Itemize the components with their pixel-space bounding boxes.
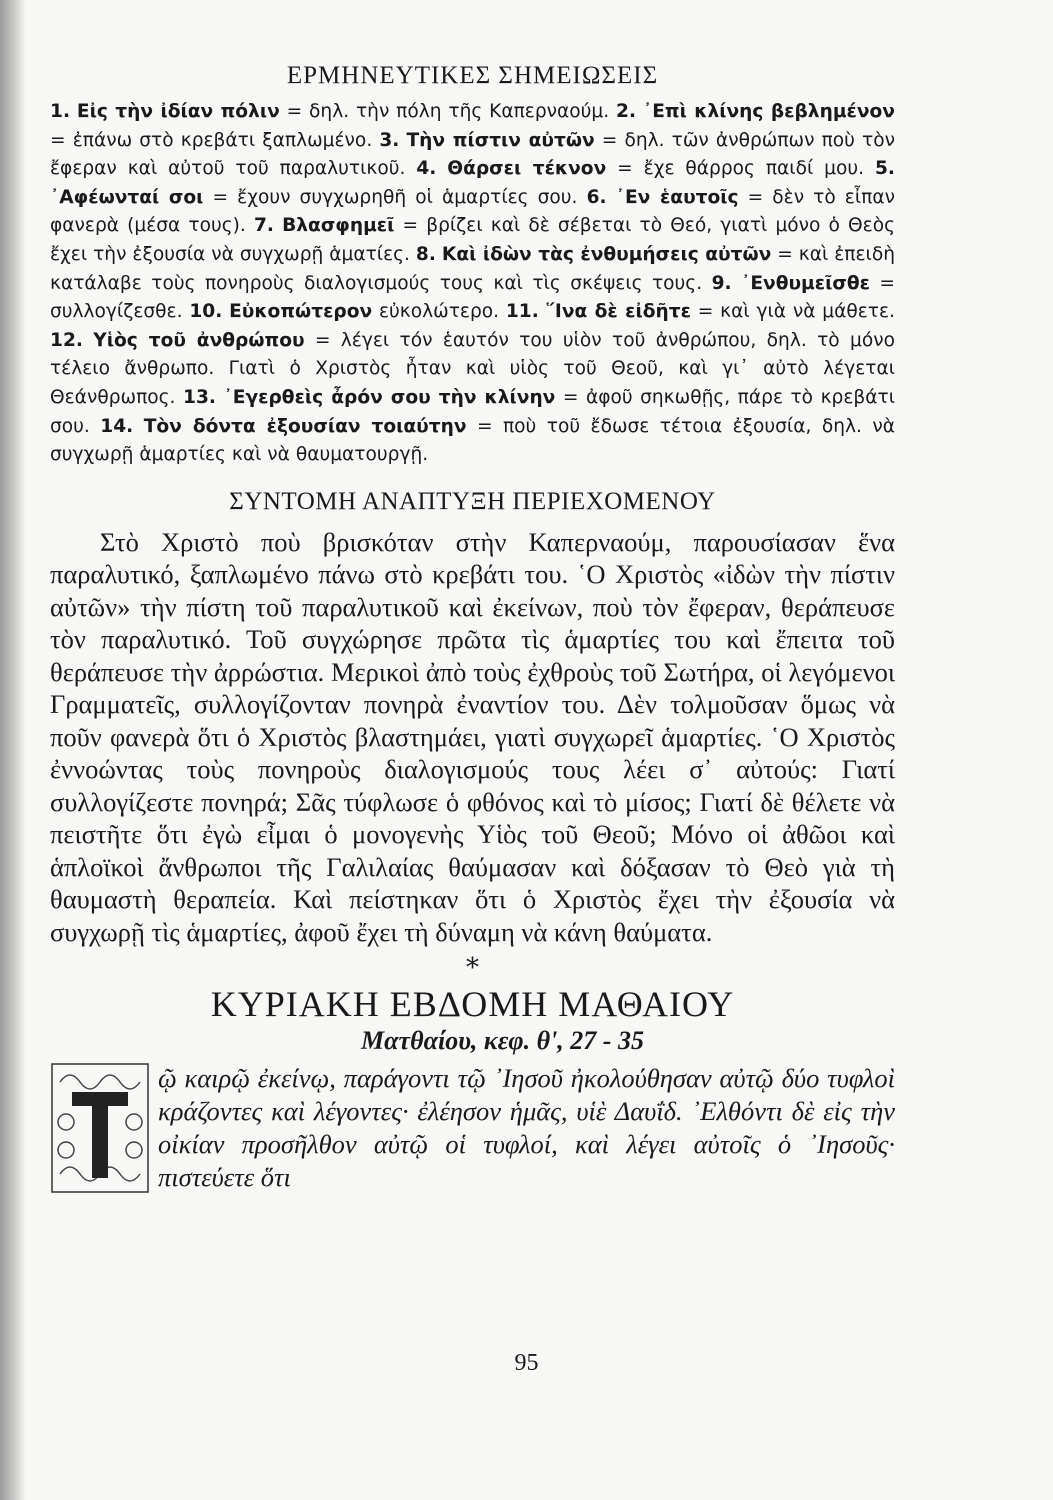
note-10: 10. Εὐκοπώτερον εὐκολώτερο. bbox=[189, 301, 500, 323]
note-term: ᾿Αφέωνταί σοι bbox=[50, 186, 204, 208]
note-3: 3. Τὴν πίστιν αὐτῶν = δηλ. τῶν ἀνθρώπων ποὺ τὸν ἔφεραν καὶ αὐτοῦ τοῦ παραλυτικοῦ. bbox=[50, 129, 895, 180]
note-13: 13. ᾿Εγερθεὶς ἆρόν σου τὴν κλίνην = ἀφοῦ σηκωθῇς, πάρε τὸ κρεβάτι σου. bbox=[50, 386, 895, 437]
page-content bbox=[50, 62, 895, 1202]
sunday-title: ΚΥΡΙΑΚΗ ΕΒΔΟΜΗ ΜΑΘΑΙΟΥ bbox=[210, 984, 735, 1025]
note-term: Τὴν πίστιν αὐτῶν bbox=[406, 129, 595, 151]
page-number: 95 bbox=[514, 1350, 539, 1376]
note-term: Τὸν δόντα ἐξουσίαν τοιαύτην bbox=[143, 415, 467, 437]
note-2: 2. ᾿Επὶ κλίνης βεβλημένον = ἐπάνω στὸ κρεβάτι ξαπλωμένο. bbox=[50, 101, 895, 151]
notes-paragraph bbox=[50, 98, 895, 470]
note-11: 11. ῞Ινα δὲ εἰδῆτε = καὶ γιὰ νὰ μάθετε. bbox=[505, 301, 895, 323]
note-term: Εὐκοπώτερον bbox=[229, 301, 373, 323]
note-term: ᾿Εγερθεὶς ἆρόν σου τὴν κλίνην bbox=[223, 386, 556, 408]
page-edge-shadow bbox=[0, 0, 26, 1500]
gospel-reference: Ματθαίου, κεφ. θ', 27 - 35 bbox=[361, 1026, 644, 1056]
note-9: 9. ᾿Ενθυμεῖσθε = συλλογίζεσθε. bbox=[50, 272, 895, 323]
note-8: 8. Καὶ ἰδὼν τὰς ἐνθυμήσεις αὐτῶν = καὶ ἐπειδὴ κατάλαβε τοὺς πονηροὺς διαλογισμούς τους καὶ τὶς σκέψεις τους. bbox=[50, 243, 896, 294]
note-term: Εἰς τὴν ἰδίαν πόλιν bbox=[76, 101, 280, 122]
gospel-block bbox=[50, 1062, 895, 1202]
note-7: 7. Βλασφημεῖ = βρίζει καὶ δὲ σέβεται τὸ Θεό, γιατὶ μόνο ὁ Θεὸς ἔχει τὴν ἐξουσία νὰ συγχωρῇ ἁματίες. bbox=[50, 215, 896, 265]
note-1: 1. Εἰς τὴν ἰδίαν πόλιν = δηλ. τὴν πόλη τῆς Καπερναούμ. bbox=[50, 101, 610, 122]
notes-title: ΕΡΜΗΝΕΥΤΙΚΕΣ ΣΗΜΕΙΩΣΕΙΣ bbox=[286, 62, 659, 89]
note-term: Βλασφημεῖ bbox=[282, 215, 395, 237]
note-term: ᾿Ενθυμεῖσθε bbox=[741, 272, 870, 294]
summary-title: ΣΥΝΤΟΜΗ ΑΝΑΠΤΥΞΗ ΠΕΡΙΕΧΟΜΕΝΟΥ bbox=[229, 487, 716, 515]
note-term: Καὶ ἰδὼν τὰς ἐνθυμήσεις αὐτῶν bbox=[441, 243, 772, 265]
dropcap-letter: T bbox=[100, 1190, 101, 1192]
ornamental-dropcap-icon bbox=[50, 1062, 150, 1194]
note-term: ᾿Εν ἑαυτοῖς bbox=[615, 186, 739, 208]
summary-paragraph: Στὸ Χριστὸ ποὺ βρισκόταν στὴν Καπερναούμ, παρουσίασαν ἕνα παραλυτικό, ξαπλωμένο πάνω στὸ κρεβάτι του. ῾Ο Χριστὸς «ἰδὼν τὴν πίστιν αὐτῶν» τὴν πίστη τοῦ παραλυτικοῦ καὶ ἐκείνων, ποὺ τὸν ἔφεραν, θεράπευσε τὸν παραλυτικό. Τοῦ συγχώρησε πρῶτα τὶς ἁμαρτίες του καὶ ἔπειτα τοῦ θεράπευσε τὴν ἀρρώστια. Μερικοὶ ἀπὸ τοὺς ἐχθροὺς τοῦ Σωτήρα, οἱ λεγόμενοι Γραμματεῖς, συλλογίζονταν πονηρὰ ἐναντίον του. Δὲν τολμοῦσαν ὅμως νὰ ποῦν φανερὰ ὅτι ὁ Χριστὸς βλαστημάει, γιατὶ συγχωρεῖ ἁμαρτίες. ῾Ο Χριστὸς ἐννοώντας τοὺς πονηροὺς διαλογισμούς τους λέει σ᾿ αὐτούς: Γιατί συλλογίζεστε πονηρά; Σᾶς τύφλωσε ὁ φθόνος καὶ τὸ μίσος; Γιατί δὲ θέλετε νὰ πειστῆτε ὅτι ἐγὼ εἶμαι ὁ μονογενὴς Υἱὸς τοῦ Θεοῦ; Μόνο οἱ ἀθῶοι καὶ ἁπλοϊκοὶ ἄνθρωποι τῆς Γαλιλαίας θαύμασαν καὶ δόξασαν τὸ Θεὸ γιὰ τὴ θαυμαστὴ θεραπεία. Καὶ πείστηκαν ὅτι ὁ Χριστὸς ἔχει τὴν ἐξουσία νὰ συγχωρῇ τὶς ἁμαρτίες, ἀφοῦ ἔχει τὴ δύναμη νὰ κάνη θαύματα. bbox=[50, 526, 895, 947]
note-6: 6. ᾿Εν ἑαυτοῖς = δὲν τὸ εἶπαν φανερὰ (μέσα τους). bbox=[50, 186, 895, 237]
note-term: ῞Ινα δὲ εἰδῆτε bbox=[545, 301, 691, 323]
note-4: 4. Θάρσει τέκνον = ἔχε θάρρος παιδί μου. bbox=[416, 158, 865, 180]
note-5: 5. ᾿Αφέωνταί σοι = ἔχουν συγχωρηθῆ οἱ ἁμαρτίες σου. bbox=[50, 158, 895, 208]
asterisk-separator: * bbox=[466, 953, 479, 984]
note-term: Θάρσει τέκνον bbox=[447, 158, 607, 180]
note-12: 12. Υἱὸς τοῦ ἀνθρώπου = λέγει τόν ἑαυτόν του υἱὸν τοῦ ἀνθρώπου, δηλ. τὸ μόνο τέλειο ἄνθρωπο. Γιατὶ ὁ Χριστὸς ἦταν καὶ υἱὸς τοῦ Θεοῦ, καὶ γι᾿ αὐτὸ λέγεται Θεάνθρωπος. bbox=[50, 329, 895, 408]
note-term: ᾿Επὶ κλίνης βεβλημένον bbox=[642, 101, 895, 122]
gospel-text: ῷ καιρῷ ἐκείνῳ, παράγοντι τῷ ᾿Ιησοῦ ἠκολούθησαν αὐτῷ δύο τυφλοὶ κράζοντες καὶ λέγοντες· ἐλέησον ἡμᾶς, υἱὲ Δαυΐδ. ᾿Ελθόντι δὲ εἰς τὴν οἰκίαν προσῆλθον αὐτῷ οἱ τυφλοί, καὶ λέγει αὐτοῖς ὁ ᾿Ιησοῦς· πιστεύετε ὅτι bbox=[158, 1063, 895, 1193]
note-14: 14. Τὸν δόντα ἐξουσίαν τοιαύτην = ποὺ τοῦ ἔδωσε τέτοια ἐξουσία, δηλ. νὰ συγχωρῇ ἁμαρτίες καὶ νὰ θαυματουργῇ. bbox=[50, 415, 895, 466]
note-term: Υἱὸς τοῦ ἀνθρώπου bbox=[93, 329, 305, 351]
